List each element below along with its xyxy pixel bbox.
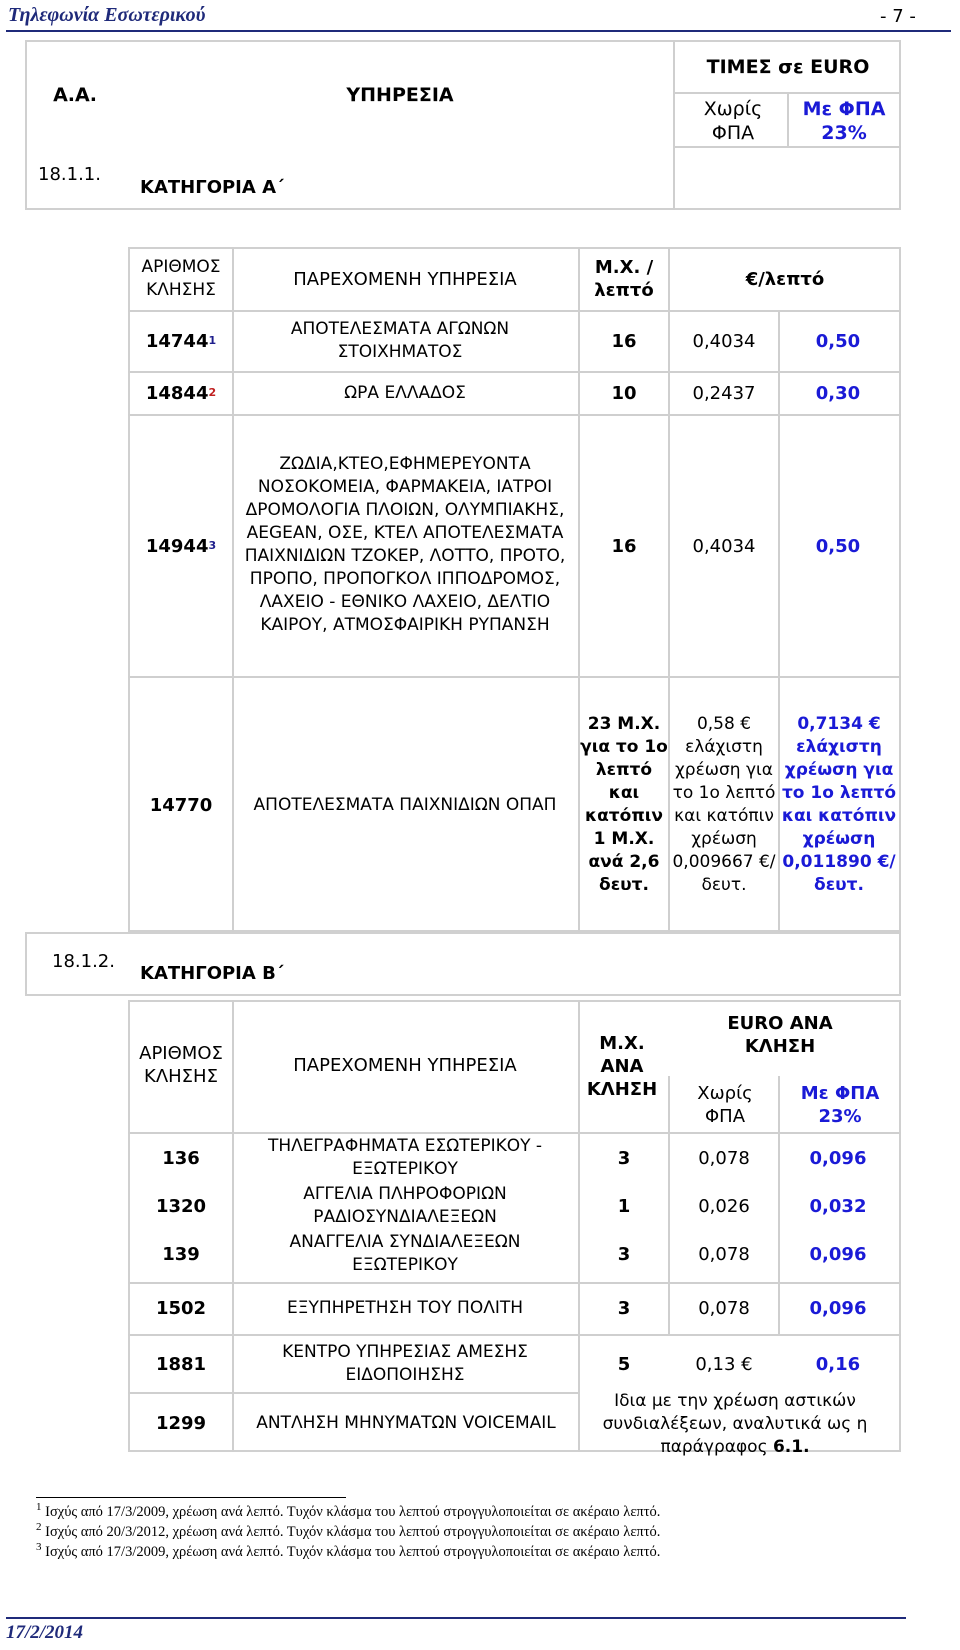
th-price-a: €/λεπτό xyxy=(745,268,825,290)
table-row-net: 0,2437 xyxy=(692,382,756,404)
section-title-a: ΚΑΤΗΓΟΡΙΑ Α΄ xyxy=(140,177,284,198)
table-row-service: ΩΡΑ ΕΛΛΑΔΟΣ xyxy=(344,382,466,403)
table-row-number: 1299 xyxy=(155,1412,207,1434)
table-row-gross: 0,16 xyxy=(815,1353,861,1375)
table-row-net: 0,13 € xyxy=(695,1353,753,1375)
page-number: - 7 - xyxy=(880,6,916,27)
table-row-gross: 0,096 xyxy=(809,1147,867,1169)
table-row-net: 0,078 xyxy=(698,1297,750,1319)
table-row-units: 3 xyxy=(617,1147,631,1169)
table-row-number: 14744 1 xyxy=(145,330,217,352)
table-row-units: 5 xyxy=(617,1353,631,1375)
table-row-number: 1502 xyxy=(155,1297,207,1319)
table-row-number: 1881 xyxy=(155,1353,207,1375)
doc-header-title: Τηλεφωνία Εσωτερικού xyxy=(8,4,206,26)
table-row-net: 0,078 xyxy=(698,1243,750,1265)
table-row-units: 3 xyxy=(617,1297,631,1319)
table-row-number: 139 xyxy=(162,1243,200,1265)
footnote-list xyxy=(36,1502,660,1562)
table-row-units: 16 xyxy=(611,535,637,557)
table-row-gross: 0,096 xyxy=(809,1243,867,1265)
th-without-vat-b: Χωρίς ΦΠΑ xyxy=(697,1083,753,1127)
th-price-b: EURO ΑΝΑ ΚΛΗΣΗ xyxy=(727,1013,833,1057)
header-aa: Α.Α. xyxy=(53,84,97,106)
table-row-number: 14770 xyxy=(149,794,213,816)
table-row-gross: 0,032 xyxy=(809,1195,867,1217)
table-row-gross: 0,30 xyxy=(815,382,861,404)
footnote-item: $^3$ Ισχύς από 17/3/2009, χρέωση ανά λεπτό. Τυχόν κλάσμα του λεπτού στρογγυλοποιείται σε ακέραιο λεπτό. xyxy=(36,1541,661,1560)
table-row-units: 10 xyxy=(611,382,637,404)
header-service: ΥΠΗΡΕΣΙΑ xyxy=(346,84,454,106)
section-title-b: ΚΑΤΗΓΟΡΙΑ Β΄ xyxy=(140,963,284,984)
table-row-gross: 0,50 xyxy=(815,535,861,557)
table-row-service: ΑΠΟΤΕΛΕΣΜΑΤΑ ΠΑΙΧΝΙΔΙΩΝ ΟΠΑΠ xyxy=(253,794,557,815)
header-without-vat: Χωρίς ΦΠΑ xyxy=(703,98,763,144)
table-row-number: 14844 2 xyxy=(145,382,217,404)
footer-date: 17/2/2014 xyxy=(6,1622,84,1643)
table-row-units: 23 Μ.Χ. για το 1ο λεπτό και κατόπιν 1 Μ.Χ. ανά 2,6 δευτ. xyxy=(580,714,668,895)
th-units-a: Μ.Χ. /λεπτό xyxy=(594,257,654,301)
th-number-b: ΑΡΙΘΜΟΣ ΚΛΗΣΗΣ xyxy=(139,1043,223,1087)
header-with-vat: Με ΦΠΑ 23% xyxy=(802,98,886,144)
table-row-units: 1 xyxy=(617,1195,631,1217)
table-row-service: ΚΕΝΤΡΟ ΥΠΗΡΕΣΙΑΣ ΑΜΕΣΗΣ ΕΙΔΟΠΟΙΗΣΗΣ xyxy=(282,1342,528,1385)
section-number-b: 18.1.2. xyxy=(52,951,115,972)
th-units-b: Μ.Χ. ΑΝΑ ΚΛΗΣΗ xyxy=(586,1032,658,1100)
footnote-item: $^1$ Ισχύς από 17/3/2009, χρέωση ανά λεπτό. Τυχόν κλάσμα του λεπτού στρογγυλοποιείται σε ακέραιο λεπτό. xyxy=(36,1501,661,1520)
table-row-service: ΑΝΤΛΗΣΗ ΜΗΝΥΜΑΤΩΝ VOICEMAIL xyxy=(256,1412,556,1433)
table-row-gross: 0,50 xyxy=(815,330,861,352)
header-prices: ΤΙΜΕΣ σε EURO xyxy=(706,56,870,78)
header-rule xyxy=(6,30,951,32)
table-row-number: 14944 3 xyxy=(145,535,217,557)
table-row-note: Ιδια με την χρέωση αστικών συνδιαλέξεων, αναλυτικά ως η παράγραφος 6.1. xyxy=(602,1390,868,1457)
th-service-a: ΠΑΡΕΧΟΜΕΝΗ ΥΠΗΡΕΣΙΑ xyxy=(293,268,517,290)
table-row-net: 0,4034 xyxy=(692,330,756,352)
footnote-separator xyxy=(36,1497,346,1498)
table-row-units: 16 xyxy=(611,330,637,352)
footer-rule xyxy=(6,1617,906,1619)
section-number-a: 18.1.1. xyxy=(38,164,101,185)
table-row-service: ΑΓΓΕΛΙΑ ΠΛΗΡΟΦΟΡΙΩΝ ΡΑΔΙΟΣΥΝΔΙΑΛΕΞΕΩΝ xyxy=(303,1184,507,1227)
table-row-net: 0,026 xyxy=(698,1195,750,1217)
table-row-service: ΕΞΥΠΗΡΕΤΗΣΗ ΤΟΥ ΠΟΛΙΤΗ xyxy=(286,1297,524,1318)
table-row-service: ΑΠΟΤΕΛΕΣΜΑΤΑ ΑΓΩΝΩΝ ΣΤΟΙΧΗΜΑΤΟΣ xyxy=(290,319,510,362)
th-with-vat-b: Με ΦΠΑ 23% xyxy=(800,1083,880,1127)
table-row-gross: 0,096 xyxy=(809,1297,867,1319)
table-row-service: ΤΗΛΕΓΡΑΦΗΜΑΤΑ ΕΣΩΤΕΡΙΚΟΥ - ΕΞΩΤΕΡΙΚΟΥ xyxy=(267,1136,543,1179)
table-row-net: 0,078 xyxy=(698,1147,750,1169)
table-row-service: ΖΩΔΙΑ,ΚΤΕΟ,ΕΦΗΜΕΡΕΥΟΝΤΑ ΝΟΣΟΚΟΜΕΙΑ, ΦΑΡΜΑΚΕΙΑ, ΙΑΤΡΟΙ ΔΡΟΜΟΛΟΓΙΑ ΠΛΟΙΩΝ, ΟΛΥΜΠΙΑΚΗΣ, AEGEAN, ΟΣΕ, ΚΤΕΛ ΑΠΟΤΕΛΕΣΜΑΤΑ ΠΑΙΧΝΙΔΙΩΝ ΤΖΟΚΕΡ, ΛΟΤΤΟ, ΠΡΟΤΟ, ΠΡΟΠΟ, ΠΡΟΠΟΓΚΟΛ ΙΠΠΟΔΡΟΜΟΣ, ΛΑΧΕΙΟ - ΕΘΝΙΚΟ ΛΑΧΕΙΟ, ΔΕΛΤΙΟ ΚΑΙΡΟΥ, ΑΤΜΟΣΦΑΙΡΙΚΗ ΡΥΠΑΝΣΗ xyxy=(244,454,566,635)
table-row-net: 0,58 € ελάχιστη χρέωση για το 1ο λεπτό και κατόπιν χρέωση 0,009667 €/δευτ. xyxy=(672,714,776,895)
th-service-b: ΠΑΡΕΧΟΜΕΝΗ ΥΠΗΡΕΣΙΑ xyxy=(293,1054,517,1076)
table-row-number: 136 xyxy=(162,1147,200,1169)
th-number-a: ΑΡΙΘΜΟΣ ΚΛΗΣΗΣ xyxy=(141,257,221,300)
footnote-item: $^2$ Ισχύς από 20/3/2012, χρέωση ανά λεπτό. Τυχόν κλάσμα του λεπτού στρογγυλοποιείται σε ακέραιο λεπτό. xyxy=(36,1521,661,1540)
table-row-service: ΑΝΑΓΓΕΛΙΑ ΣΥΝΔΙΑΛΕΞΕΩΝ ΕΞΩΤΕΡΙΚΟΥ xyxy=(289,1232,521,1275)
table-row-net: 0,4034 xyxy=(692,535,756,557)
table-row-gross: 0,7134 € ελάχιστη χρέωση για το 1ο λεπτό και κατόπιν χρέωση 0,011890 €/δευτ. xyxy=(781,714,897,895)
table-row-number: 1320 xyxy=(155,1195,207,1217)
table-row-units: 3 xyxy=(617,1243,631,1265)
